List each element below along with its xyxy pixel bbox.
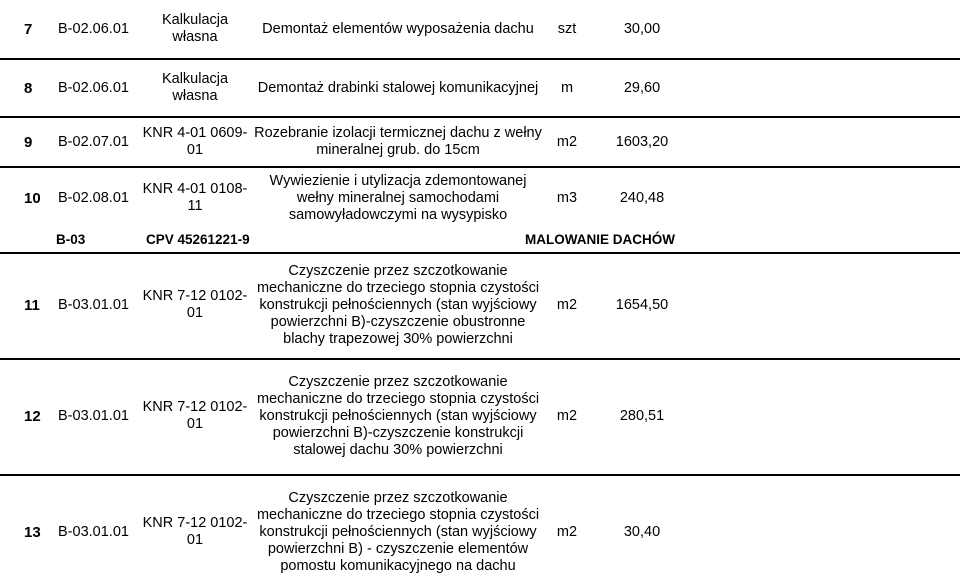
work-description: Czyszczenie przez szczotkowanie mechaniczne do trzeciego stopnia czystości konstrukcji pełnościennych (stan wyjściowy powierzchni B)-czyszczenie konstrukcji stalowej dachu 30% powierzchni (256, 373, 540, 458)
unit: m (560, 79, 574, 96)
spec-code: B-03.01.01 (58, 296, 129, 313)
work-description: Wywiezienie i utylizacja zdemontowanej wełny mineralnej samochodami samowyładowczymi na wysypisko (269, 172, 527, 223)
unit: m2 (556, 407, 578, 424)
spec-code: B-03.01.01 (58, 523, 129, 540)
base-reference: KNR 7-12 0102- 01 (142, 515, 248, 548)
quantity: 30,00 (623, 20, 661, 37)
spec-code: B-02.06.01 (58, 20, 129, 37)
work-description: Demontaż drabinki stalowej komunikacyjnej (257, 79, 539, 96)
quantity: 1603,20 (615, 133, 669, 150)
row-number: 9 (24, 133, 33, 151)
section-title: MALOWANIE DACHÓW (525, 231, 675, 247)
quantity: 29,60 (623, 79, 661, 96)
base-reference: KNR 4-01 0108- 11 (142, 181, 248, 214)
unit: m2 (556, 523, 578, 540)
table-row (0, 60, 960, 116)
work-description: Czyszczenie przez szczotkowanie mechaniczne do trzeciego stopnia czystości konstrukcji pełnościennych (stan wyjściowy powierzchni B)-czyszczenie obustronne blachy trapezowej 30% powierzchni (256, 262, 540, 347)
table-row (0, 168, 960, 228)
row-number: 12 (24, 407, 41, 425)
unit: m2 (556, 296, 578, 313)
row-divider (0, 358, 960, 360)
row-number: 8 (24, 79, 33, 97)
section-code: B-03 (56, 231, 86, 247)
base-reference: Kalkulacja własna (161, 12, 229, 45)
base-reference: Kalkulacja własna (161, 71, 229, 104)
section-cpv: CPV 45261221-9 (146, 231, 250, 247)
section-header (0, 228, 960, 250)
row-number: 10 (24, 189, 41, 207)
row-divider (0, 474, 960, 476)
unit: m2 (556, 133, 578, 150)
spec-code: B-03.01.01 (58, 407, 129, 424)
table-row (0, 118, 960, 166)
quantity: 240,48 (619, 189, 665, 206)
quantity: 30,40 (623, 523, 661, 540)
base-reference: KNR 4-01 0609- 01 (142, 125, 248, 158)
row-number: 11 (24, 296, 40, 314)
unit: m3 (556, 189, 578, 206)
quantity: 280,51 (619, 407, 665, 424)
row-number: 13 (24, 523, 41, 541)
base-reference: KNR 7-12 0102- 01 (142, 288, 248, 321)
work-description: Demontaż elementów wyposażenia dachu (262, 20, 534, 37)
table-row (0, 478, 960, 586)
spec-code: B-02.08.01 (58, 189, 129, 206)
spec-code: B-02.07.01 (58, 133, 129, 150)
work-description: Czyszczenie przez szczotkowanie mechaniczne do trzeciego stopnia czystości konstrukcji pełnościennych (stan wyjściowy powierzchni B) - czyszczenie elementów pomostu komunikacyjnego na dachu (256, 489, 540, 574)
unit: szt (557, 20, 577, 37)
table-row (0, 0, 960, 58)
spec-code: B-02.06.01 (58, 79, 129, 96)
quantity: 1654,50 (615, 296, 669, 313)
table-row (0, 254, 960, 356)
base-reference: KNR 7-12 0102- 01 (142, 399, 248, 432)
table-row (0, 362, 960, 470)
row-number: 7 (24, 20, 33, 38)
work-description: Rozebranie izolacji termicznej dachu z wełny mineralnej grub. do 15cm (254, 125, 542, 158)
